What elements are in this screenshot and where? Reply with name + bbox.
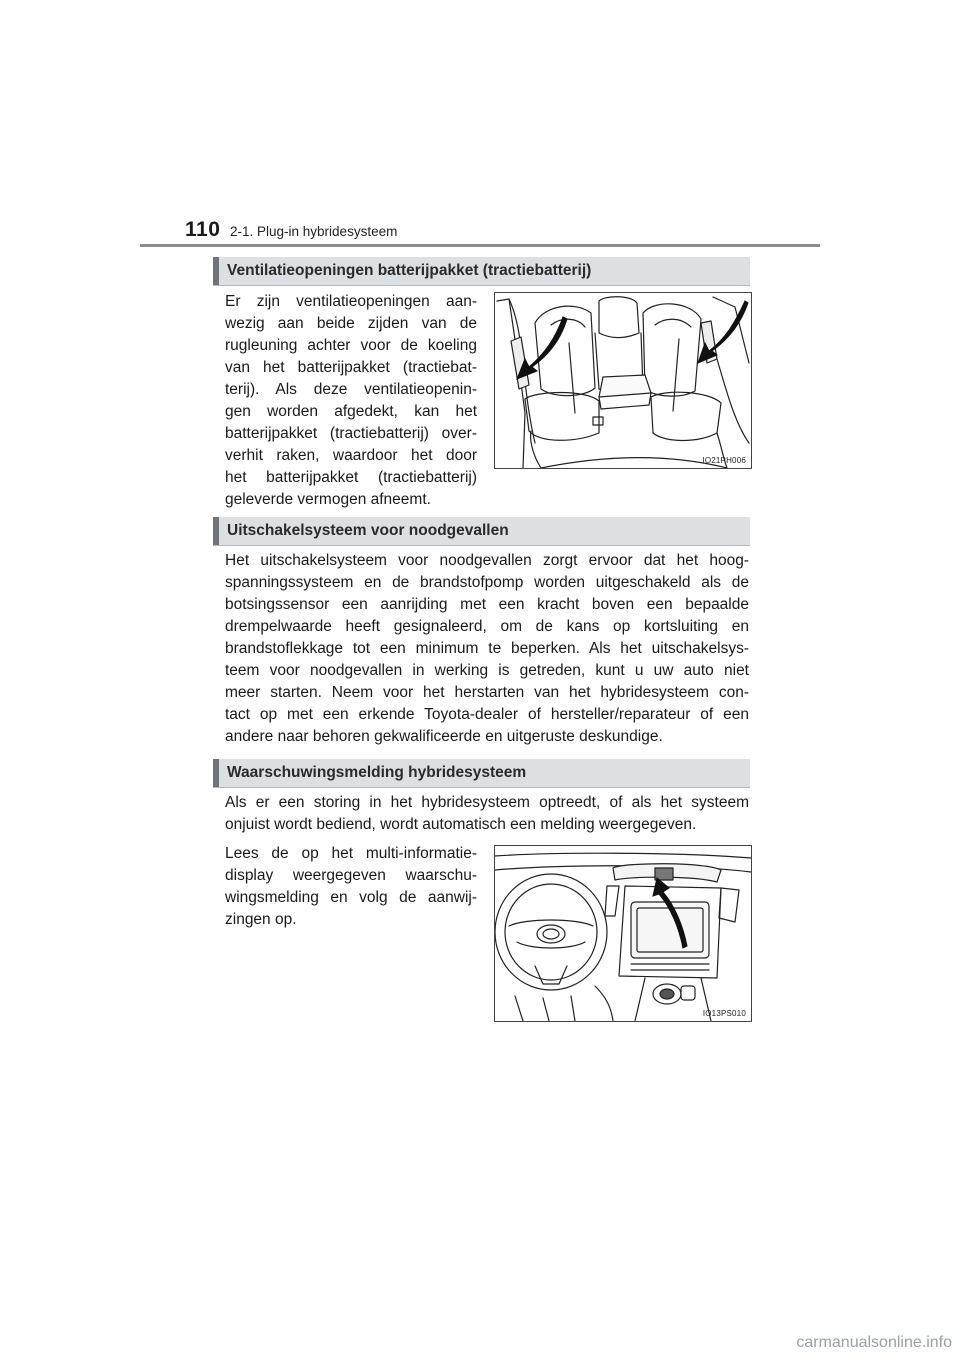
section-title: Uitschakelsysteem voor noodgevallen bbox=[227, 522, 509, 539]
text-line: drempelwaarde heeft gesignaleerd, om de kans op kortsluiting en bbox=[225, 618, 749, 635]
paragraph-hybrid-warning-1 bbox=[225, 792, 749, 836]
text-line: wezig aan beide zijden van de bbox=[225, 315, 477, 332]
figure-code: IO21PH006 bbox=[702, 456, 746, 465]
text-line: zingen op. bbox=[225, 911, 297, 928]
figure-dashboard-display bbox=[494, 845, 752, 1022]
section-title: Waarschuwingsmelding hybridesysteem bbox=[227, 764, 527, 781]
text-line: van het batterijpakket (tractiebat- bbox=[225, 359, 477, 376]
header-rule bbox=[140, 244, 820, 247]
text-line: botsingssensor een aanrijding met een kracht boven een bepaalde bbox=[225, 596, 749, 613]
text-line: display weergegeven waarschu- bbox=[225, 867, 477, 884]
text-line: geleverde vermogen afneemt. bbox=[225, 491, 431, 508]
text-line: Als er een storing in het hybridesysteem optreedt, of als het systeem bbox=[225, 794, 749, 811]
text-line: rugleuning achter voor de koeling bbox=[225, 337, 477, 354]
text-line: wingsmelding en volg de aanwij- bbox=[225, 889, 477, 906]
figure-code: IO13PS010 bbox=[702, 1009, 746, 1018]
rear-seat-illustration bbox=[495, 293, 751, 468]
paragraph-ventilation bbox=[225, 291, 477, 511]
paragraph-emergency-shutoff bbox=[225, 550, 749, 748]
text-line: Er zijn ventilatieopeningen aan- bbox=[225, 293, 477, 310]
text-line: batterijpakket (tractiebatterij) over- bbox=[225, 425, 477, 442]
watermark-text: carmanualsonline.info bbox=[796, 1334, 952, 1351]
text-line: terij). Als deze ventilatieopenin- bbox=[225, 381, 477, 398]
text-line: verhit raken, waardoor het door bbox=[225, 447, 477, 464]
paragraph-hybrid-warning-2 bbox=[225, 843, 477, 931]
text-line: het batterijpakket (tractiebatterij) bbox=[225, 469, 477, 486]
text-line: meer starten. Neem voor het herstarten van het hybridesysteem con- bbox=[225, 684, 749, 701]
page-number: 110 bbox=[185, 218, 221, 241]
text-line: gen worden afgedekt, kan het bbox=[225, 403, 477, 420]
text-line: brandstoflekkage tot een minimum te beperken. Als het uitschakelsys- bbox=[225, 640, 749, 657]
figure-rear-seat-vents bbox=[494, 292, 752, 469]
text-line: teem voor noodgevallen in werking is getreden, kunt u uw auto niet bbox=[225, 662, 749, 679]
text-line: spanningssysteem en de brandstofpomp worden uitgeschakeld als de bbox=[225, 574, 749, 591]
section-heading-ventilation bbox=[213, 257, 750, 285]
text-line: andere naar behoren gekwalificeerde en uitgeruste deskundige. bbox=[225, 728, 663, 745]
dashboard-illustration bbox=[495, 846, 751, 1021]
text-line: Het uitschakelsysteem voor noodgevallen zorgt ervoor dat het hoog- bbox=[225, 552, 749, 569]
breadcrumb: 2-1. Plug-in hybridesysteem bbox=[230, 224, 398, 239]
text-line: Lees de op het multi-informatie- bbox=[225, 845, 477, 862]
section-heading-emergency-shutoff bbox=[213, 517, 750, 545]
text-line: tact op met een erkende Toyota-dealer of hersteller/reparateur of een bbox=[225, 706, 749, 723]
section-heading-hybrid-warning bbox=[213, 759, 750, 787]
section-title: Ventilatieopeningen batterijpakket (tractiebatterij) bbox=[227, 262, 592, 279]
text-line: onjuist wordt bediend, wordt automatisch een melding weergegeven. bbox=[225, 816, 697, 833]
